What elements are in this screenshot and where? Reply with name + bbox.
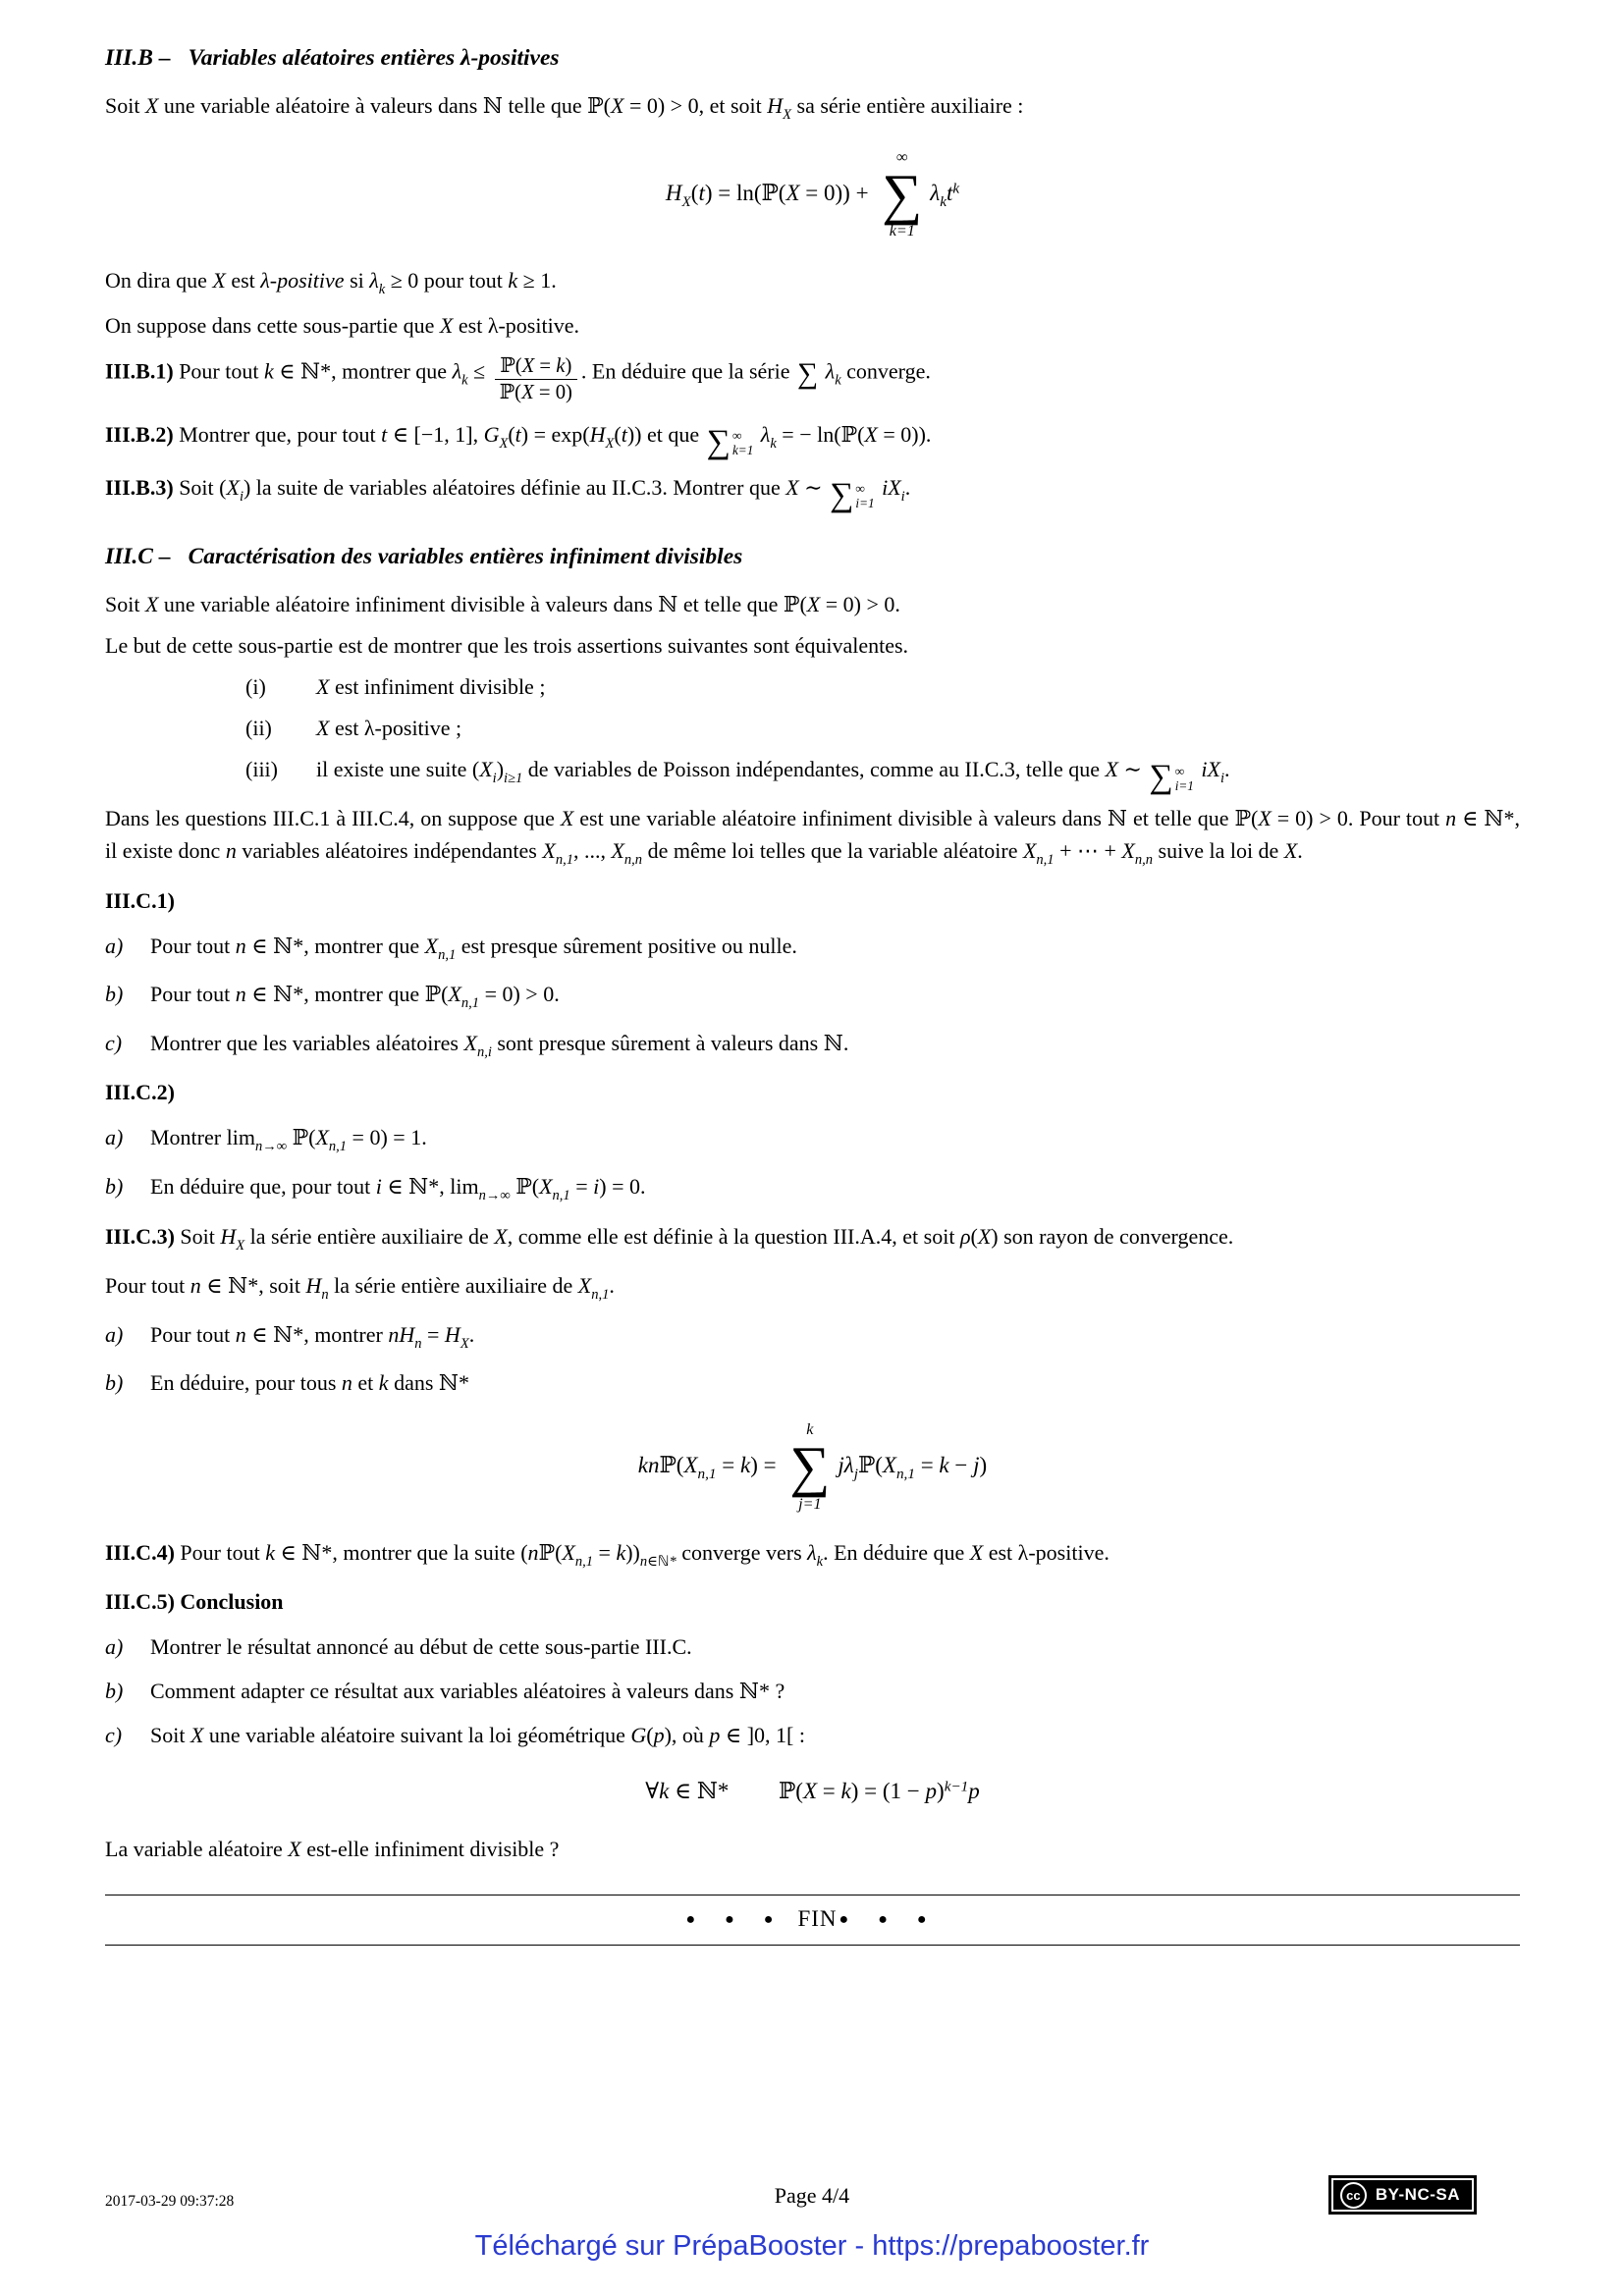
fin-dots-right: ● ● ● [839, 1910, 940, 1928]
download-watermark-link[interactable]: Téléchargé sur PrépaBooster - https://prepabooster.fr [474, 2230, 1150, 2262]
fin-line [105, 1896, 1520, 1946]
sub-question: a) Montrer le résultat annoncé au début de cette sous-partie III.C. [105, 1634, 692, 1660]
license-label: BY-NC-SA [1375, 2185, 1460, 2204]
question: III.B.1) Pour tout k ∈ ℕ*, montrer que $\lambda_k$ ≤ $\frac{\text{ℙ(X = k)}}{\text{ℙ(X = 0)}}$ . En déduire que la série ∑ $\lambda_k$ converge. [105, 355, 931, 404]
separator-line-bottom [105, 1945, 1520, 1946]
paragraph: On suppose dans cette sous-partie que X est λ-positive. [105, 313, 579, 339]
section-heading: III.C – Caractérisation des variables entières infiniment divisibles [105, 544, 743, 570]
question: III.C.3) Soit $H_X$ la série entière auxiliaire de X, comme elle est définie à la question III.A.4, et soit ρ(X) son rayon de convergence. [105, 1223, 1234, 1254]
section-IIIC [105, 540, 1520, 1865]
question: III.C.2) [105, 1080, 175, 1105]
section-IIIB [105, 41, 1520, 513]
exam-sections [105, 41, 1520, 1865]
paragraph: Soit X une variable aléatoire à valeurs dans ℕ telle que ℙ(X = 0) > 0, et soit $H_X$ sa série entière auxiliaire : [105, 93, 1024, 124]
display-formula: ∀k ∈ ℕ* ℙ(X = $k) = (1 - p)^{k-1}p$ [645, 1778, 980, 1804]
sub-question: c) Soit X une variable aléatoire suivant la loi géométrique G(p), où p ∈ ]0, 1[ : [105, 1723, 805, 1748]
section-heading: III.B – Variables aléatoires entières λ-positives [105, 45, 560, 71]
sub-question: b) Pour tout n ∈ ℕ*, montrer que $ℙ(X_{n,1} = 0) > 0$. [105, 982, 560, 1012]
page-footer [0, 2171, 1624, 2226]
question: III.B.3) Soit $(X_i)$ la suite de variables aléatoires définie au II.C.3. Montrer que X ∼ ∑ ∞ i=1 $iX_i$. [105, 474, 911, 513]
question: III.C.5) Conclusion [105, 1589, 284, 1615]
assertion-item: (iii) il existe une suite $(X_i)_{i\ge 1}$ de variables de Poisson indépendantes, comme au II.C.3, telle que X ∼ ∑ ∞ i=1 $iX_i$. [245, 757, 1230, 796]
question: III.C.4) Pour tout k ∈ ℕ*, montrer que la suite $(nℙ(X_{n,1} = k))_{n\in ℕ*}$ converge vers $\lambda_k$. En déduire que X est λ-positive. [105, 1539, 1110, 1570]
sub-question: b) En déduire que, pour tout i ∈ ℕ*, $\lim_{n\to\infty}$ $ℙ(X_{n,1} = i) = 0$. [105, 1173, 646, 1203]
footer-timestamp: 2017-03-29 09:37:28 [105, 2193, 235, 2210]
assertion-item: (i) X est infiniment divisible ; [245, 674, 546, 700]
sub-question: a) Pour tout n ∈ ℕ*, montrer $nH_n = H_X$. [105, 1321, 475, 1352]
sub-question: a) Montrer $\lim_{n\to\infty}$ $ℙ(X_{n,1} = 0) = 1$. [105, 1125, 427, 1155]
question: III.B.2) Montrer que, pour tout t ∈ [−1, 1], $G_X(t) = \exp(H_X(t))$ et que ∑ ∞ k=1 $\lambda_k$ = − ln(ℙ(X = 0)). [105, 421, 932, 460]
sub-question: b) En déduire, pour tous n et k dans ℕ* [105, 1370, 469, 1396]
display-formula: $H_X(t)$ = ln(ℙ(X = 0)) + ∞ ∑ k=1 $\lambda_kt^k$ [665, 148, 960, 240]
paragraph: Dans les questions III.C.1 à III.C.4, on suppose que X est une variable aléatoire infiniment divisible à valeurs dans ℕ et telle que ℙ(X = 0) > 0. Pour tout n ∈ ℕ*, il existe donc n variables aléatoires indépendantes $X_{n,1}$, ..., $X_{n,n}$ de même loi telles que la variable aléatoire $X_{n,1}$ + ⋯ + $X_{n,n}$ suive la loi de X. [105, 806, 1520, 868]
page-number: Page 4/4 [774, 2183, 850, 2208]
paragraph: On dira que X est λ-positive si $\lambda_k \ge 0$ pour tout k ≥ 1. [105, 267, 557, 297]
cc-license-badge[interactable] [1328, 2175, 1477, 2215]
fin-dots-left: ● ● ● [685, 1910, 786, 1928]
sub-question: a) Pour tout n ∈ ℕ*, montrer que $X_{n,1}$ est presque sûrement positive ou nulle. [105, 933, 797, 963]
sub-question: c) Montrer que les variables aléatoires $X_{n,i}$ sont presque sûrement à valeurs dans ℕ. [105, 1030, 849, 1060]
fin-separator [105, 1895, 1520, 1947]
cc-icon: cc [1340, 2182, 1367, 2209]
display-formula: $knℙ(X_{n,1} = k)$ = k ∑ j=1 $j\lambda_jℙ(X_{n,1} = k - j)$ [637, 1421, 988, 1513]
paragraph: Le but de cette sous-partie est de montrer que les trois assertions suivantes sont équivalentes. [105, 633, 909, 659]
paragraph: Soit X une variable aléatoire infiniment divisible à valeurs dans ℕ et telle que ℙ(X = 0) > 0. [105, 592, 900, 617]
assertion-item: (ii) X est λ-positive ; [245, 716, 462, 741]
paragraph: Pour tout n ∈ ℕ*, soit $H_n$ la série entière auxiliaire de $X_{n,1}$. [105, 1273, 615, 1303]
question: III.C.1) [105, 887, 175, 913]
fin-label: FIN [797, 1905, 838, 1931]
exam-body [105, 41, 1520, 1946]
paragraph: La variable aléatoire X est-elle infiniment divisible ? [105, 1836, 560, 1861]
sub-question: b) Comment adapter ce résultat aux variables aléatoires à valeurs dans ℕ* ? [105, 1679, 785, 1704]
